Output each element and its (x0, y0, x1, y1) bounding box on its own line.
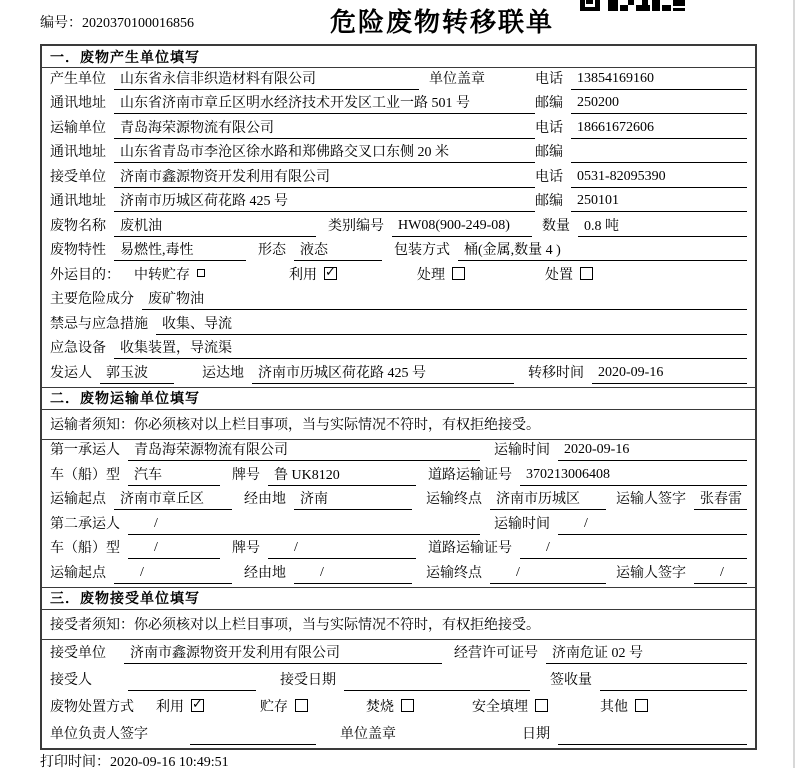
field-row-carrier-2 (42, 513, 755, 538)
field-label: 运达地 (202, 365, 244, 381)
field-label: 通讯地址 (50, 96, 106, 111)
field-value: / (694, 565, 747, 584)
serial-number (40, 12, 194, 32)
field-row-vehicle-2 (42, 538, 755, 563)
checkbox-label: 焚烧 (366, 699, 394, 715)
qr-code-fragment (578, 0, 688, 11)
field-value: / (128, 540, 220, 559)
field-value: 废矿物油 (142, 288, 747, 310)
transporter-notice (42, 410, 755, 440)
field-label: 道路运输证号 (428, 541, 512, 556)
print-time-value: 2020-09-16 10:49:51 (110, 755, 229, 770)
checkbox-label: 贮存 (260, 699, 288, 715)
field-value: / (520, 540, 747, 559)
checkbox-label: 利用 (289, 267, 317, 283)
field-row-transfer-purpose (42, 264, 755, 289)
field-label: 发运人 (50, 365, 92, 381)
field-value (190, 726, 316, 745)
field-row-producer (42, 68, 755, 93)
window-edge (793, 0, 795, 768)
field-row-transporter (42, 117, 755, 142)
section-transporter (42, 387, 755, 587)
field-label: 邮编 (535, 194, 563, 209)
field-label: 产生单位 (50, 71, 106, 87)
field-label: 主要危险成分 (50, 292, 134, 307)
field-value: 青岛海荣源物流有限公司 (128, 439, 480, 461)
field-label: 日期 (522, 726, 550, 742)
field-value: 山东省青岛市李沧区徐水路和郑佛路交叉口东侧 20 米 (114, 141, 535, 163)
field-value: HW08(900-249-08) (392, 218, 532, 237)
field-label: 运输终点 (426, 565, 482, 581)
checkbox (452, 267, 465, 280)
unit-seal-label: 单位盖章 (340, 726, 396, 742)
checkbox-label: 安全填埋 (472, 699, 528, 715)
field-value: 桶(金属,数量 4 ) (458, 239, 747, 261)
field-value: 汽车 (128, 464, 220, 486)
field-row-carrier-1 (42, 440, 755, 465)
field-label: 包装方式 (394, 243, 450, 258)
checkbox-label: 其他 (600, 699, 628, 715)
section-1-header: 一．废物产生单位填写 (42, 46, 755, 68)
field-row-route-2 (42, 562, 755, 587)
field-row-hazard-components (42, 289, 755, 314)
purpose-option (289, 264, 337, 286)
zip-col (535, 92, 747, 114)
disposal-option (260, 696, 308, 718)
field-value: / (294, 565, 412, 584)
field-label: 转移时间 (528, 365, 584, 381)
zip-col (535, 141, 747, 163)
field-value: 张春雷 (694, 488, 747, 510)
field-row-receiver-address (42, 191, 755, 216)
field-label: 运输时间 (494, 443, 550, 458)
notice-text: 你必须核对以上栏目事项，当与实际情况不符时，有权拒绝接受。 (134, 618, 540, 633)
purpose-option (545, 264, 593, 286)
checkbox-label: 中转贮存 (134, 267, 190, 283)
field-value: 济南危证 02 号 (546, 642, 747, 664)
field-value: 250101 (571, 193, 747, 212)
field-label: 外运目的： (50, 267, 120, 283)
field-label: 经由地 (244, 492, 286, 507)
field-value: 郭玉波 (100, 362, 174, 384)
field-value: 济南市章丘区 (114, 488, 232, 510)
field-label: 车（船）型 (50, 541, 120, 556)
zip-col (535, 190, 747, 212)
field-label: 接受日期 (280, 672, 336, 688)
unit-seal-label: 单位盖章 (429, 71, 485, 87)
field-value: 鲁 UK8120 (268, 464, 416, 486)
field-value: 0.8 吨 (578, 215, 747, 237)
field-label: 第一承运人 (50, 443, 120, 458)
checkbox (580, 267, 593, 280)
field-value: 山东省永信非织造材料有限公司 (114, 68, 419, 90)
field-label: 应急设备 (50, 341, 106, 356)
field-value: 济南市历城区荷花路 425 号 (252, 362, 514, 384)
field-label: 废物处置方式 (50, 699, 134, 715)
field-value: 济南 (294, 488, 412, 510)
section-producer (42, 46, 755, 387)
field-row-emergency-measures (42, 313, 755, 338)
field-value: 济南市历城区荷花路 425 号 (114, 190, 535, 212)
field-row-route-1 (42, 489, 755, 514)
field-label: 运输时间 (494, 516, 550, 532)
phone-col (535, 68, 747, 90)
manifest-form (40, 44, 757, 750)
field-value (128, 672, 256, 691)
field-value: 13854169160 (571, 71, 747, 90)
print-time (40, 751, 229, 771)
field-label: 签收量 (550, 672, 592, 688)
field-label: 邮编 (535, 96, 563, 111)
field-value: / (128, 516, 480, 535)
field-label: 第二承运人 (50, 516, 120, 532)
field-value: 易燃性,毒性 (114, 239, 246, 261)
checkbox-label: 处理 (417, 267, 445, 283)
field-label: 牌号 (232, 467, 260, 483)
field-value: 济南市历城区 (490, 488, 606, 510)
field-value (344, 672, 530, 691)
field-label: 接受单位 (50, 645, 106, 661)
field-value: / (558, 516, 747, 535)
field-value: 济南市鑫源物资开发利用有限公司 (124, 642, 442, 664)
field-label: 邮编 (535, 145, 563, 160)
disposal-option (600, 696, 648, 718)
field-value: 山东省济南市章丘区明水经济技术开发区工业一路 501 号 (114, 92, 535, 114)
print-time-label: 打印时间： (40, 755, 110, 770)
checkbox (295, 699, 308, 712)
field-label: 接受单位 (50, 169, 106, 185)
field-value: 0531-82095390 (571, 169, 747, 188)
field-label: 运输单位 (50, 120, 106, 136)
checkbox (535, 699, 548, 712)
field-row-emergency-equipment (42, 338, 755, 363)
field-value: / (268, 540, 416, 559)
checkbox-label: 处置 (545, 267, 573, 283)
field-row-waste-name (42, 215, 755, 240)
serial-value: 2020370100016856 (82, 16, 194, 31)
field-label: 道路运输证号 (428, 467, 512, 483)
receiver-notice (42, 610, 755, 640)
field-value: 2020-09-16 (558, 442, 747, 461)
phone-col (535, 117, 747, 139)
field-row-producer-address (42, 93, 755, 118)
field-label: 通讯地址 (50, 145, 106, 160)
phone-col (535, 166, 747, 188)
field-value: 液态 (294, 239, 382, 261)
field-label: 牌号 (232, 541, 260, 556)
field-row-transporter-address (42, 142, 755, 167)
field-label: 经由地 (244, 565, 286, 581)
checkbox (324, 267, 337, 280)
field-value: / (114, 565, 232, 584)
field-label: 形态 (258, 243, 286, 258)
field-value: 收集装置，导流渠 (114, 337, 747, 359)
section-receiver (42, 587, 755, 748)
page-header (0, 0, 796, 44)
field-label: 运输起点 (50, 565, 106, 581)
field-label: 废物特性 (50, 243, 106, 258)
purpose-option (134, 264, 205, 286)
serial-label: 编号： (40, 16, 82, 31)
field-label: 接受人 (50, 672, 92, 688)
field-value: 2020-09-16 (592, 365, 747, 384)
checkbox (635, 699, 648, 712)
field-row-responsible-signature (42, 721, 755, 748)
field-value: 收集、导流 (156, 313, 747, 335)
field-label: 数量 (542, 218, 570, 234)
checkbox (191, 699, 204, 712)
field-value (558, 726, 747, 745)
checkbox (197, 269, 205, 277)
field-value: 青岛海荣源物流有限公司 (114, 117, 535, 139)
notice-label: 运输者须知： (50, 418, 134, 433)
field-row-acceptor (42, 667, 755, 694)
checkbox (401, 699, 414, 712)
field-row-vehicle-1 (42, 464, 755, 489)
field-label: 通讯地址 (50, 194, 106, 209)
field-label: 运输终点 (426, 492, 482, 507)
page-title: 危险废物转移联单 (330, 7, 555, 37)
field-label: 单位负责人签字 (50, 726, 148, 742)
field-value: 370213006408 (520, 467, 747, 486)
field-value (600, 672, 747, 691)
field-label: 运输起点 (50, 492, 106, 507)
field-label: 电话 (535, 169, 563, 185)
disposal-option (366, 696, 414, 718)
checkbox-label: 利用 (156, 699, 184, 715)
section-3-header: 三．废物接受单位填写 (42, 588, 755, 610)
field-row-accept-unit (42, 640, 755, 667)
notice-label: 接受者须知： (50, 618, 134, 633)
field-label: 禁忌与应急措施 (50, 316, 148, 332)
field-value (571, 144, 747, 163)
field-label: 类别编号 (328, 218, 384, 234)
field-label: 运输人签字 (616, 492, 686, 507)
notice-text: 你必须核对以上栏目事项，当与实际情况不符时，有权拒绝接受。 (134, 418, 540, 433)
section-2-header: 二．废物运输单位填写 (42, 388, 755, 410)
field-label: 运输人签字 (616, 565, 686, 581)
field-value: 废机油 (114, 215, 316, 237)
field-row-dispatch (42, 362, 755, 387)
field-value: 250200 (571, 95, 747, 114)
field-label: 电话 (535, 120, 563, 136)
purpose-option (417, 264, 465, 286)
field-label: 废物名称 (50, 218, 106, 234)
field-row-waste-properties (42, 240, 755, 265)
field-label: 车（船）型 (50, 467, 120, 483)
field-row-receiver (42, 166, 755, 191)
field-label: 电话 (535, 71, 563, 87)
field-value: 济南市鑫源物资开发利用有限公司 (114, 166, 535, 188)
field-row-disposal-method (42, 694, 755, 721)
disposal-option (156, 696, 204, 718)
field-value: / (490, 565, 606, 584)
field-value: 18661672606 (571, 120, 747, 139)
disposal-option (472, 696, 548, 718)
field-label: 经营许可证号 (454, 645, 538, 661)
